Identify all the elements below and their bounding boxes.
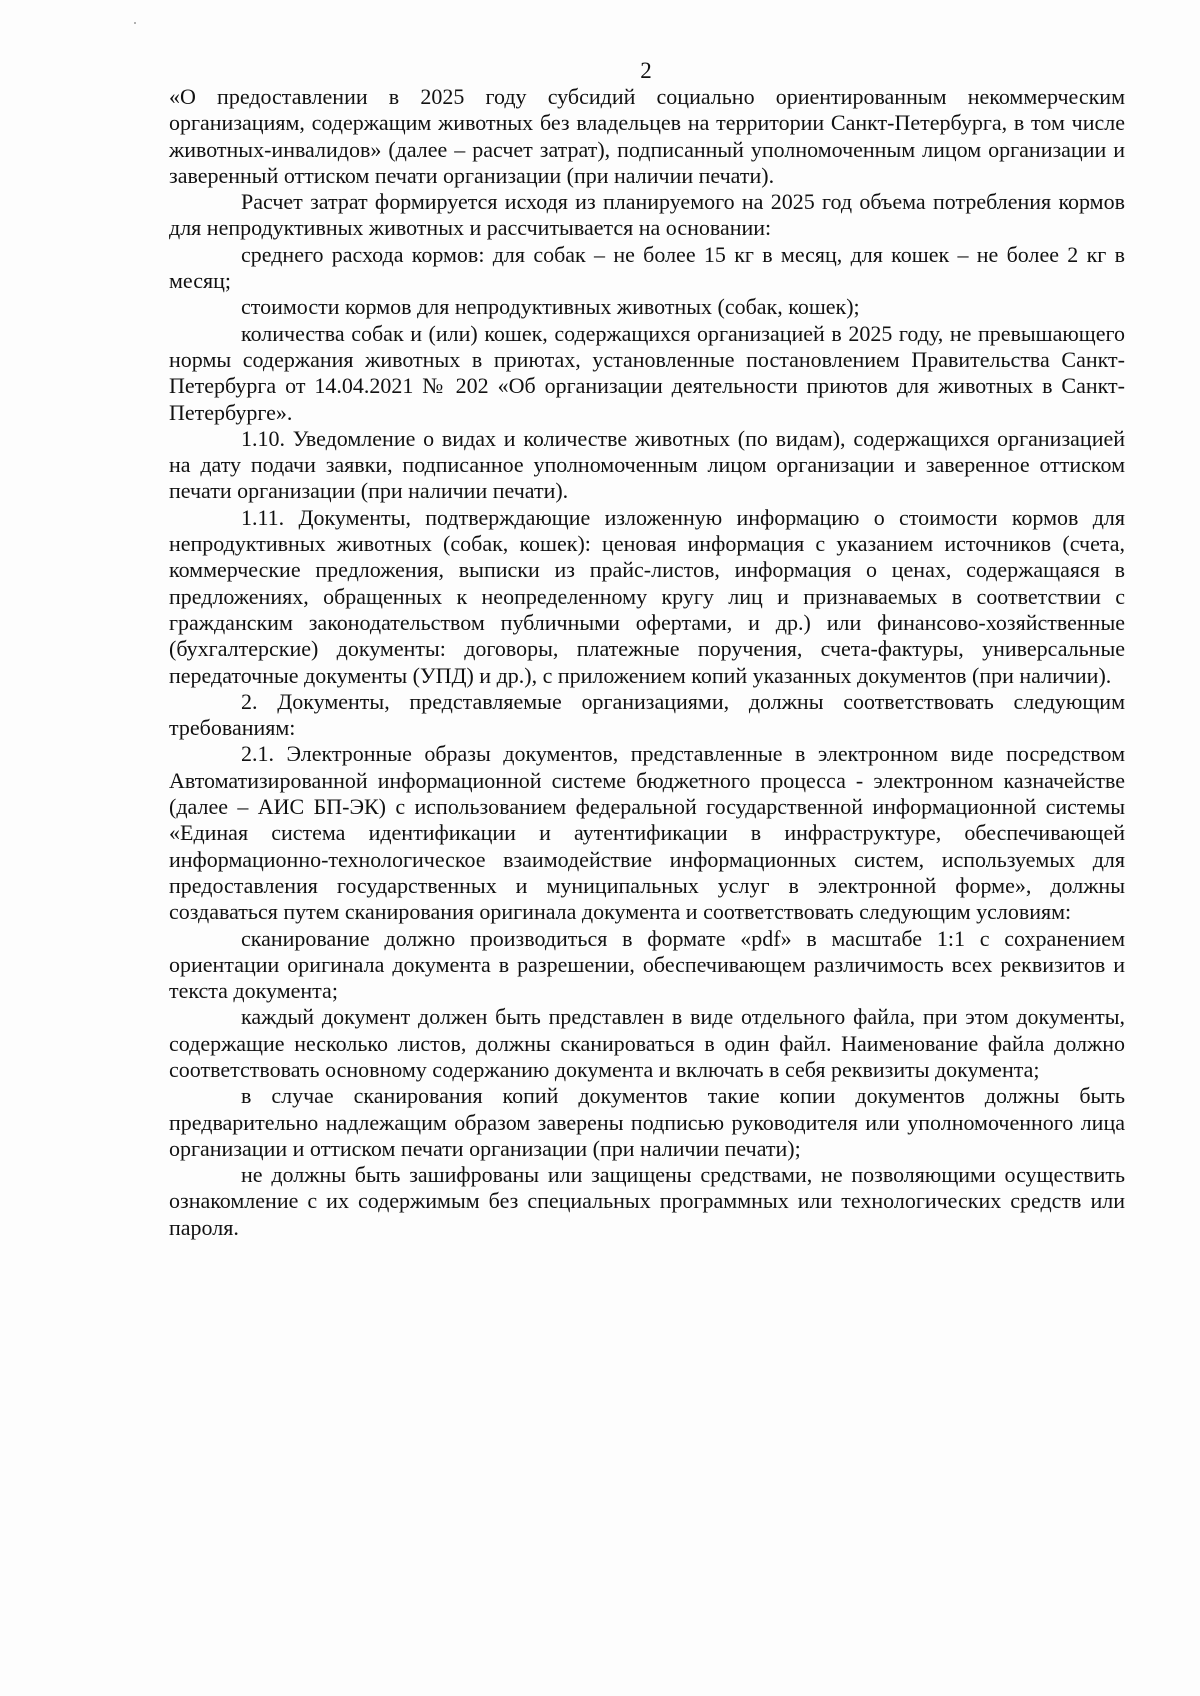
paragraph-not-encrypted: не должны быть зашифрованы или защищены средствами, не позволяющими осуществить ознакомление с их содержимым без специальных программных или технологических средств или пароля. <box>169 1162 1125 1240</box>
paragraph-continuation: «О предоставлении в 2025 году субсидий социально ориентированным некоммерческим организациям, содержащим животных без владельцев на территории Санкт-Петербурга, в том числе животных-инвалидов» (далее – расчет затрат), подписанный уполномоченным лицом организации и заверенный оттиском печати организации (при наличии печати). <box>169 84 1125 188</box>
scan-speck <box>134 22 136 24</box>
paragraph-separate-file: каждый документ должен быть представлен в виде отдельного файла, при этом документы, содержащие несколько листов, должны сканироваться в один файл. Наименование файла должно соответствовать основному содержанию документа и включать в себя реквизиты документа; <box>169 1004 1125 1082</box>
paragraph-scan-format: сканирование должно производиться в формате «pdf» в масштабе 1:1 с сохранением ориентации оригинала документа в разрешении, обеспечивающем различимость всех реквизитов и текста документа; <box>169 925 1125 1004</box>
paragraph-copies: в случае сканирования копий документов такие копии документов должны быть предварительно надлежащим образом заверены подписью руководителя или уполномоченного лица организации и оттиском печати организации (при наличии печати); <box>169 1083 1125 1161</box>
page-number: 2 <box>640 58 652 83</box>
paragraph-animal-count: количества собак и (или) кошек, содержащихся организацией в 2025 году, не превышающего нормы содержания животных в приютах, установленные постановлением Правительства Санкт-Петербурга от 14.04.2021 № 202 «Об организации деятельности приютов для животных в Санкт-Петербурге». <box>169 320 1125 425</box>
paragraph-1-10: 1.10. Уведомление о видах и количестве животных (по видам), содержащихся организацией на дату подачи заявки, подписанное уполномоченным лицом организации и заверенное оттиском печати организации (при наличии печати). <box>169 425 1125 504</box>
paragraph-cost-calculation: Расчет затрат формируется исходя из планируемого на 2025 год объема потребления кормов для непродуктивных животных и рассчитывается на основании: <box>169 189 1125 241</box>
paragraph-average-feed: среднего расхода кормов: для собак – не более 15 кг в месяц, для кошек – не более 2 кг в месяц; <box>169 241 1125 294</box>
paragraph-1-11: 1.11. Документы, подтверждающие изложенную информацию о стоимости кормов для непродуктивных животных (собак, кошек): ценовая информация с указанием источников (счета, коммерческие предложения, выписки из прайс-листов, информация о ценах, содержащаяся в предложениях, обращенных к неопределенному кругу лиц и признаваемых в соответствии с гражданским законодательством публичными офертами, и др.) или финансово-хозяйственные (бухгалтерские) документы: договоры, платежные поручения, счета-фактуры, универсальные передаточные документы (УПД) и др.), с приложением копий указанных документов (при наличии). <box>169 504 1125 688</box>
paragraph-feed-cost: стоимости кормов для непродуктивных животных (собак, кошек); <box>241 294 860 320</box>
paragraph-2: 2. Документы, представляемые организациями, должны соответствовать следующим требованиям: <box>169 688 1125 741</box>
document-body <box>169 84 1125 1241</box>
paragraph-2-1: 2.1. Электронные образы документов, представленные в электронном виде посредством Автоматизированной информационной системе бюджетного процесса - электронном казначействе (далее – АИС БП-ЭК) с использованием федеральной государственной информационной системы «Единая система идентификации и аутентификации в инфраструктуре, обеспечивающей информационно-технологическое взаимодействие информационных систем, используемых для предоставления государственных и муниципальных услуг в электронной форме», должны создаваться путем сканирования оригинала документа и соответствовать следующим условиям: <box>169 741 1125 925</box>
